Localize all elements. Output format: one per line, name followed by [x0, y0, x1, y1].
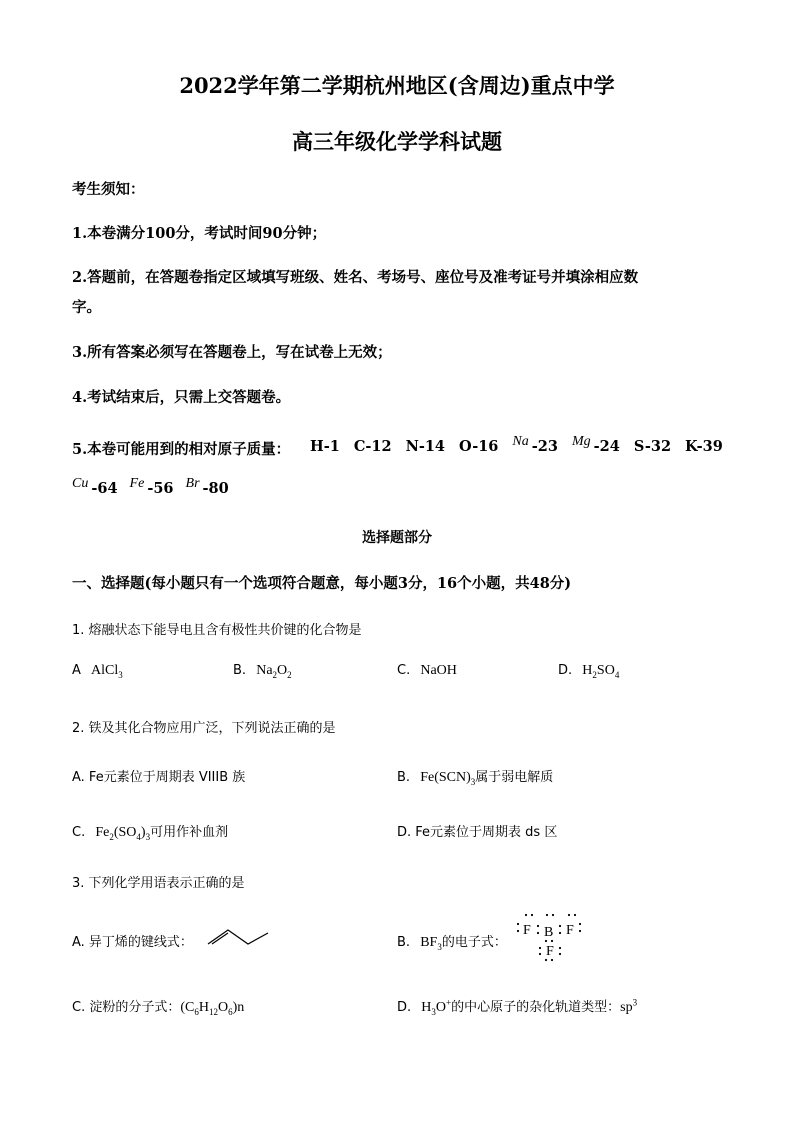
atomic-mass-value: -80 [202, 480, 229, 497]
atomic-mass-row-1 [310, 434, 737, 456]
svg-text:B: B [544, 925, 554, 940]
option-b-label: B. [397, 770, 411, 785]
element-symbol: S [633, 438, 645, 455]
element-symbol: Br [185, 476, 200, 491]
element-symbol: H [310, 438, 324, 455]
page-subtitle: 高三年级化学学科试题 [292, 129, 502, 154]
atomic-mass-value: -56 [147, 480, 174, 497]
mass-na [512, 434, 558, 455]
question-1-option-b [233, 663, 292, 680]
option-b-text: 属于弱电解质 [475, 770, 554, 785]
mass-cu [72, 476, 118, 497]
option-b-label: B. [233, 663, 247, 678]
mass-n [406, 438, 445, 455]
page-title: 2022学年第二学期杭州地区(含周边)重点中学 [179, 73, 615, 98]
isobutene-skeletal-formula [206, 924, 270, 948]
question-3-option-a: A. 异丁烯的键线式： [72, 935, 193, 950]
option-a-label: A [72, 663, 81, 678]
option-d-text: 的中心原子的杂化轨道类型： [451, 1000, 621, 1015]
notice-item-1: 1.本卷满分100分，考试时间90分钟； [72, 225, 327, 242]
element-symbol: Cu [72, 476, 89, 491]
option-c-label: C. [72, 825, 86, 840]
atomic-mass-value: -23 [531, 438, 558, 455]
atomic-mass-value: -32 [644, 438, 672, 455]
question-2-option-d: D. Fe元素位于周期表 ds 区 [397, 825, 558, 840]
element-symbol: K [685, 438, 697, 455]
atomic-mass-row-2 [72, 476, 241, 498]
atomic-mass-value: -12 [365, 438, 392, 455]
question-1-option-c [397, 663, 457, 679]
option-c-formula: $Fe_2(SO_4)_3$ [95, 825, 151, 842]
option-d-formula: $H_3O^+$ [421, 997, 452, 1017]
atomic-mass-value: -24 [593, 438, 620, 455]
notice-item-2-cont: 字。 [72, 299, 101, 316]
question-2-option-b [397, 766, 553, 787]
svg-text:F: F [546, 944, 554, 959]
svg-text:F: F [523, 923, 531, 938]
element-symbol: C [353, 438, 366, 455]
mass-mg [571, 434, 620, 455]
option-c-formula: $(C_6H_{12}O_6)n$ [180, 1000, 245, 1017]
option-d-label: D. [558, 663, 573, 678]
element-symbol: Fe [129, 476, 145, 491]
option-b-formula: $Na_2O_2$ [256, 663, 292, 680]
question-2-stem: 2. 铁及其化合物应用广泛，下列说法正确的是 [72, 721, 336, 736]
mass-fe [129, 476, 174, 497]
question-3-option-b [397, 931, 507, 952]
option-d-hybrid: $sp^3$ [620, 997, 638, 1015]
atomic-mass-value: -16 [472, 438, 499, 455]
hybrid-sp: sp [620, 1000, 633, 1015]
atomic-mass-value: -14 [418, 438, 446, 455]
part-title: 一、选择题(每小题只有一个选项符合题意，每小题3分，16个小题，共48分) [72, 575, 572, 592]
atomic-mass-label: 5.本卷可能用到的相对原子质量： [72, 441, 291, 458]
option-b-formula: $BF_3$ [420, 935, 442, 952]
question-1-option-a [72, 663, 123, 680]
question-3-option-c [72, 996, 244, 1017]
option-a-formula: AlCl$_3$ [91, 663, 123, 680]
question-1-option-d [558, 663, 619, 680]
mass-br [185, 476, 229, 497]
notice-item-2: 2.答题前，在答题卷指定区域填写班级、姓名、考场号、座位号及准考证号并填涂相应数 [72, 269, 639, 286]
atomic-mass-value: -64 [91, 480, 118, 497]
option-b-text: 的电子式： [441, 935, 507, 950]
svg-text:F: F [566, 923, 574, 938]
element-symbol: O [459, 438, 473, 455]
notice-item-4: 4.考试结束后，只需上交答题卷。 [72, 389, 291, 406]
option-c-label: C. [397, 663, 411, 678]
option-c-formula: NaOH [420, 663, 457, 678]
question-3-option-d [397, 996, 637, 1017]
notice-item-3: 3.所有答案必须写在答题卷上，写在试卷上无效； [72, 344, 392, 361]
mass-k [685, 438, 723, 455]
atomic-mass-value: -39 [696, 438, 723, 455]
option-c-text: 可用作补血剂 [150, 825, 229, 840]
section-title: 选择题部分 [362, 530, 432, 546]
mass-o [459, 438, 498, 455]
option-c-label: C. 淀粉的分子式： [72, 1000, 181, 1015]
element-symbol: N [405, 438, 419, 455]
atomic-mass-value: -1 [323, 438, 340, 455]
question-1-stem: 1. 熔融状态下能导电且含有极性共价键的化合物是 [72, 623, 362, 638]
question-3-stem: 3. 下列化学用语表示正确的是 [72, 876, 245, 891]
question-2-option-a: A. Fe元素位于周期表 VIIIB 族 [72, 770, 246, 785]
element-symbol: Mg [571, 434, 591, 449]
option-d-label: D. [397, 1000, 412, 1015]
mass-c [354, 438, 392, 455]
notice-heading: 考生须知： [72, 181, 145, 198]
option-b-formula: $Fe(SCN)_3$ [420, 770, 476, 787]
option-b-label: B. [397, 935, 411, 950]
question-2-option-c [72, 821, 228, 842]
element-symbol: Na [512, 434, 529, 449]
mass-h [310, 438, 340, 455]
bf3-electron-dot-structure [512, 910, 584, 962]
option-d-formula: $H_2SO_4$ [582, 663, 620, 680]
mass-s [634, 438, 671, 455]
